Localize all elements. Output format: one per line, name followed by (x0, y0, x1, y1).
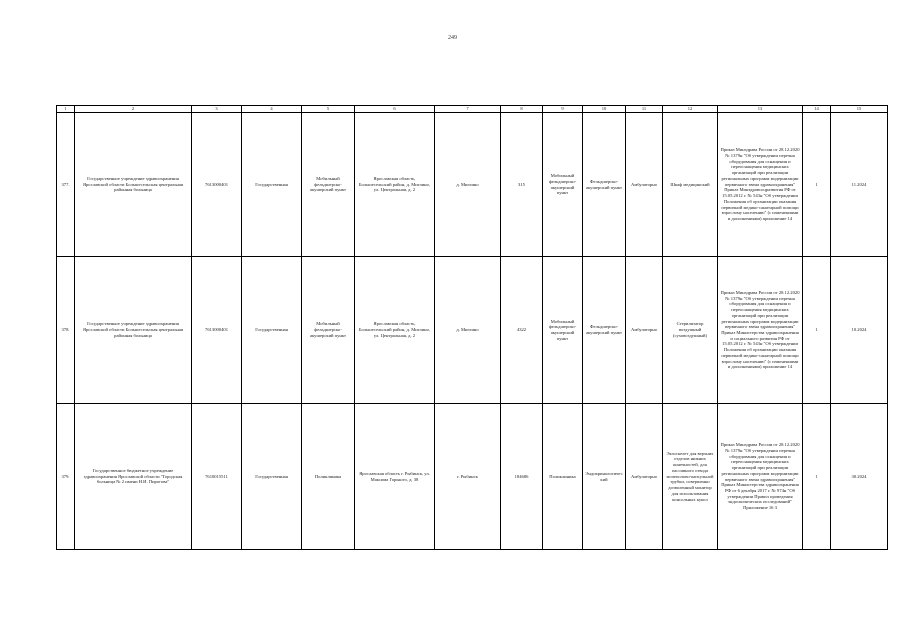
column-header: 14 (803, 106, 831, 113)
unit-type: Поликлиника (543, 404, 583, 550)
object-type: Мобильный фельдшерско-акушерский пункт (302, 113, 355, 257)
column-header: 8 (501, 106, 543, 113)
unit-type: Мобильный фельдшерско-акушерский пункт (543, 113, 583, 257)
legal-basis: Приказ Минздрава России от 28.12.2020 № 1379н "Об утверждении перечня оборудования для оснащения и переоснащения медицинских организаций при реализации региональных программ модернизации первичного звена здравоохранения" Приказ Министерства здравоохранения РФ от 6 декабря 2017 г. № 974н "Об утверждении Правил проведения эндоскопических исследований" Приложение 16 3 (718, 404, 803, 550)
column-header: 13 (718, 106, 803, 113)
column-header: 4 (242, 106, 302, 113)
table-row (57, 257, 888, 404)
population: 315 (501, 113, 543, 257)
inn: 7613000401 (192, 257, 242, 404)
ownership-form: Государственная (242, 257, 302, 404)
date: 30.2024 (831, 404, 888, 550)
table-row (57, 404, 888, 550)
equipment-table (56, 105, 888, 550)
care-form: Амбулаторно (626, 404, 663, 550)
legal-basis: Приказ Минздрава России от 28.12.2020 № 1379н "Об утверждении перечня оборудования для оснащения и переоснащения медицинских организаций при реализации региональных программ модернизации первичного звена здравоохранения" Приказ Минздравсоцразвития РФ от 15.05.2012 г. № 543н "Об утверждении Положения об организации оказания первичной медико-санитарной помощи взрослому населению" (с изменениями и дополнениями) приложение 14 (718, 113, 803, 257)
quantity: 1 (803, 113, 831, 257)
legal-basis: Приказ Минздрава России от 28.12.2020 № 1379н "Об утверждении перечня оборудования для оснащения и переоснащения медицинских организаций при реализации региональных программ модернизации первичного звена здравоохранения" Приказ Министерства здравоохранения и социального развития РФ от 15.05.2012 г. № 543н "Об утверждении Положения об организации оказания первичной медико-санитарной помощи взрослому населению" (с изменениями и дополнениями) приложение 14 (718, 257, 803, 404)
date: 11.2024 (831, 113, 888, 257)
quantity: 1 (803, 404, 831, 550)
locality: г. Рыбинск (435, 404, 501, 550)
unit-profile: Эндокринологический (583, 404, 626, 550)
address: Ярославская область г. Рыбинск, ул. Максима Горького, д. 38 (355, 404, 435, 550)
ownership-form: Государственная (242, 113, 302, 257)
column-header: 2 (75, 106, 192, 113)
row-number: 379. (57, 404, 75, 550)
care-form: Амбулаторно (626, 257, 663, 404)
column-header: 3 (192, 106, 242, 113)
column-header: 5 (302, 106, 355, 113)
address: Ярославская область, Большесельский район, д. Миглино, ул. Центральная, д. 2 (355, 257, 435, 404)
organization-name: Государственное учреждение здравоохранения Ярославской области Большесельская центральная районная больница (75, 257, 192, 404)
date: 10.2024 (831, 257, 888, 404)
unit-profile: Фельдшерско-акушерский пункт (583, 113, 626, 257)
locality: д. Миглино (435, 113, 501, 257)
equipment-name: Экзоскелет для верхних отделов нижних конечностей, для пассивного отвода мочеполово-капсульной трубки, совершенно дозволенный монитор для использования консольных кукол (663, 404, 718, 550)
care-form: Амбулаторно (626, 113, 663, 257)
column-header: 15 (831, 106, 888, 113)
column-header: 11 (626, 106, 663, 113)
inn: 7610015511 (192, 404, 242, 550)
population: 184686 (501, 404, 543, 550)
organization-name: Государственное бюджетное учреждение здравоохранения Ярославской области "Городская больница № 2 имени Н.И. Пирогова" (75, 404, 192, 550)
equipment-name: Шкаф медицинский (663, 113, 718, 257)
column-header: 10 (583, 106, 626, 113)
table-header-row (57, 106, 888, 113)
unit-profile: Фельдшерско-акушерский пункт (583, 257, 626, 404)
column-header: 9 (543, 106, 583, 113)
row-number: 378. (57, 257, 75, 404)
column-header: 6 (355, 106, 435, 113)
equipment-name: Стерилизатор воздушный (суховоздушный) (663, 257, 718, 404)
column-header: 7 (435, 106, 501, 113)
unit-type: Мобильный фельдшерско-акушерский пункт (543, 257, 583, 404)
table-row (57, 113, 888, 257)
population: 4322 (501, 257, 543, 404)
page-number: 249 (448, 35, 457, 41)
row-number: 377. (57, 113, 75, 257)
locality: д. Миглино (435, 257, 501, 404)
object-type: Мобильный фельдшерско-акушерский пункт (302, 257, 355, 404)
organization-name: Государственное учреждение здравоохранения Ярославской области Большесельская центральная районная больница (75, 113, 192, 257)
address: Ярославская область, Большесельский район, д. Миглино, ул. Центральная, д. 2 (355, 113, 435, 257)
column-header: 1 (57, 106, 75, 113)
inn: 7613000401 (192, 113, 242, 257)
ownership-form: Государственная (242, 404, 302, 550)
quantity: 1 (803, 257, 831, 404)
object-type: Поликлиника (302, 404, 355, 550)
column-header: 12 (663, 106, 718, 113)
